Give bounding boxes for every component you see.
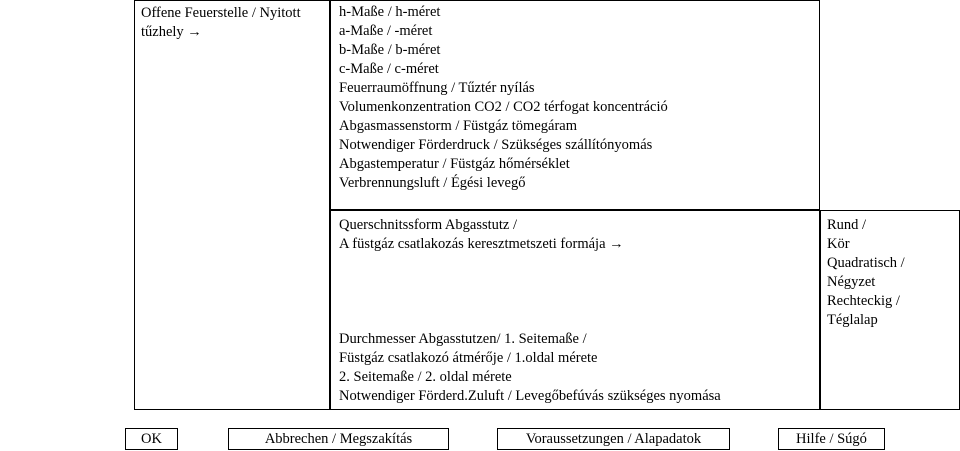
spacer <box>339 254 811 330</box>
option-rectangular[interactable]: Rechteckig / <box>827 293 900 309</box>
cross-section-options <box>820 210 960 410</box>
help-button[interactable]: Hilfe / Súgó <box>778 428 885 450</box>
cross-section-label: Querschnitssform Abgasstutz / <box>339 217 518 233</box>
param-co2-concentration[interactable]: Volumenkonzentration CO2 / CO2 térfogat koncentráció <box>339 99 668 115</box>
param-c-dimension[interactable]: c-Maße / c-méret <box>339 61 439 77</box>
parameter-list <box>330 0 820 210</box>
cancel-button[interactable]: Abbrechen / Megszakítás <box>228 428 449 450</box>
option-square[interactable]: Quadratisch / <box>827 255 905 271</box>
diameter-label[interactable]: Durchmesser Abgasstutzen/ 1. Seitemaße / <box>339 331 587 347</box>
param-required-draught[interactable]: Notwendiger Förderdruck / Szükséges szállítónyomás <box>339 137 653 153</box>
param-a-dimension[interactable]: a-Maße / -méret <box>339 23 433 39</box>
side2-dimension[interactable]: 2. Seitemaße / 2. oldal mérete <box>339 369 512 385</box>
param-flue-gas-mass-flow[interactable]: Abgasmassenstorm / Füstgáz tömegáram <box>339 118 577 134</box>
param-combustion-air[interactable]: Verbrennungsluft / Égési levegő <box>339 175 526 191</box>
diameter-label-hu[interactable]: Füstgáz csatlakozó átmérője / 1.oldal mérete <box>339 350 598 366</box>
fireplace-type-label: Offene Feuerstelle / Nyitott <box>141 5 301 21</box>
param-b-dimension[interactable]: b-Maße / b-méret <box>339 42 441 58</box>
param-firebox-opening[interactable]: Feuerraumöffnung / Tűztér nyílás <box>339 80 535 96</box>
cross-section-selector[interactable]: A füstgáz csatlakozás keresztmetszeti formája → <box>339 236 624 252</box>
required-supply-pressure[interactable]: Notwendiger Förderd.Zuluft / Levegőbefúvás szükséges nyomása <box>339 388 721 404</box>
param-h-dimension[interactable]: h-Maße / h-méret <box>339 4 441 20</box>
prerequisites-button[interactable]: Voraussetzungen / Alapadatok <box>497 428 730 450</box>
option-round-hu[interactable]: Kör <box>827 236 850 252</box>
fireplace-type-selector[interactable]: tűzhely → <box>141 24 202 40</box>
flue-connection-panel <box>330 210 820 410</box>
fireplace-type-panel <box>134 0 330 410</box>
param-flue-gas-temperature[interactable]: Abgastemperatur / Füstgáz hőmérséklet <box>339 156 570 172</box>
option-square-hu[interactable]: Négyzet <box>827 274 876 290</box>
ok-button[interactable]: OK <box>125 428 178 450</box>
option-round[interactable]: Rund / <box>827 217 867 233</box>
option-rectangular-hu[interactable]: Téglalap <box>827 312 878 328</box>
